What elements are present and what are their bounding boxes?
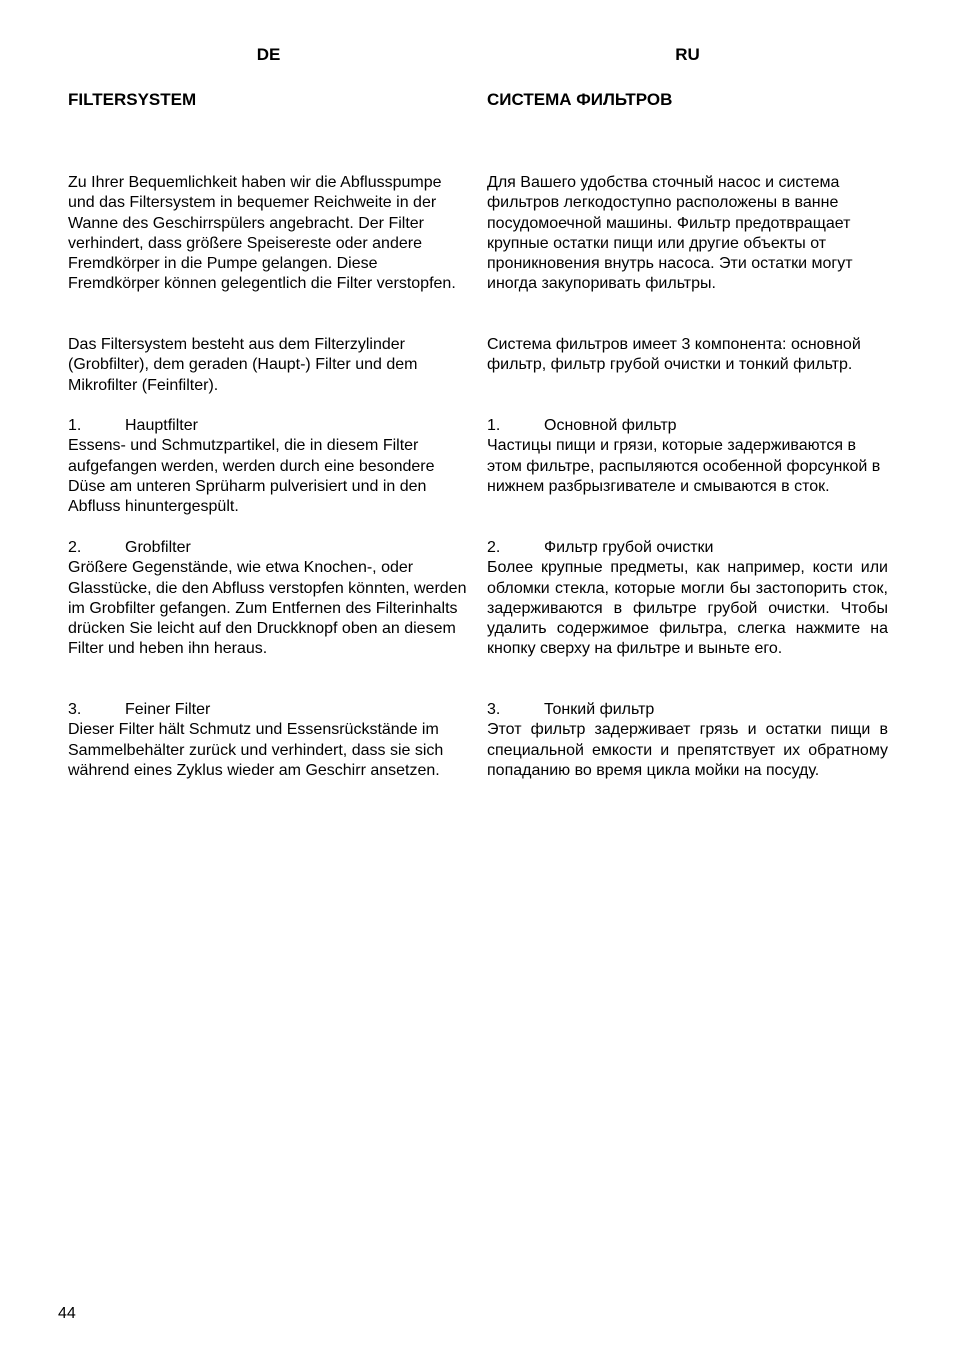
filter-item-text: Dieser Filter hält Schmutz und Essensrückstände im Sammelbehälter zurück und verhindert, dass sie sich während eines Zyklus wieder am Geschirr ansetzen.	[68, 721, 444, 779]
components-text-ru: Система фильтров имеет 3 компонента: основной фильтр, фильтр грубой очистки и тонкий фильтр.	[487, 336, 861, 374]
components-paragraph-ru	[487, 335, 888, 376]
filter-item-title: Feiner Filter	[125, 701, 211, 718]
page-number: 44	[58, 1305, 76, 1322]
intro-paragraph-ru	[487, 173, 888, 295]
filter-item-text: Более крупные предметы, как например, кости или обломки стекла, которые могли бы застопорить сток, задерживаются в фильтре грубой очистки. Чтобы удалить содержимое фильтра, слегка нажмите на кнопку сверху на фильтре и выньте его.	[487, 559, 888, 658]
filter-item-de-1	[68, 416, 469, 517]
intro-text-ru: Для Вашего удобства сточный насос и система фильтров легкодоступно расположены в ванне посудомоечной машины. Фильтр предотвращает крупные остатки пищи или другие объекты от проникновения внутрь насоса. Эти остатки могут иногда закупоривать фильтры.	[487, 174, 853, 293]
language-label-de: DE	[256, 45, 281, 64]
filter-item-de-3	[68, 700, 469, 781]
intro-text-de: Zu Ihrer Bequemlichkeit haben wir die Abflusspumpe und das Filtersystem in bequemer Reichweite in der Wanne des Geschirrspülers angebracht. Der Filter verhindert, dass größere Speisereste oder andere Fremdkörper in die Pumpe gelangen. Diese Fremdkörper können gelegentlich die Filter verstopfen.	[68, 174, 456, 293]
filter-item-number: 2.	[68, 539, 82, 556]
filter-item-text: Größere Gegenstände, wie etwa Knochen-, oder Glasstücke, die den Abfluss verstopfen könnten, werden im Grobfilter gefangen. Zum Entfernen des Filterinhalts drücken Sie leicht auf den Druckknopf oben an diesem Filter und heben ihn heraus.	[68, 559, 467, 658]
filter-item-heading	[68, 700, 469, 720]
filter-item-heading	[487, 416, 888, 436]
filter-item-title: Hauptfilter	[125, 417, 198, 434]
filter-item-ru-1	[487, 416, 888, 497]
language-label-ru: RU	[675, 45, 700, 64]
components-paragraph-de	[68, 335, 469, 396]
filter-item-number: 1.	[487, 417, 501, 434]
filter-item-number: 2.	[487, 539, 501, 556]
filter-item-heading	[487, 538, 888, 558]
filter-item-title: Основной фильтр	[544, 417, 677, 434]
filter-item-title: Фильтр грубой очистки	[544, 539, 714, 556]
filter-item-text: Essens- und Schmutzpartikel, die in diesem Filter aufgefangen werden, werden durch eine besondere Düse am unteren Sprüharm pulverisiert und in den Abfluss hinuntergespült.	[68, 437, 435, 516]
filter-item-text: Этот фильтр задерживает грязь и остатки пищи в специальной емкости и препятствует их обратному попаданию во время цикла мойки на посуду.	[487, 721, 888, 779]
intro-paragraph-de	[68, 173, 469, 295]
filter-item-number: 3.	[487, 701, 501, 718]
filter-item-heading	[68, 538, 469, 558]
filter-item-title: Тонкий фильтр	[544, 701, 655, 718]
filter-item-text: Частицы пищи и грязи, которые задерживаются в этом фильтре, распыляются особенной форсункой в нижнем разбрызгивателе и смываются в сток.	[487, 437, 881, 495]
filter-item-de-2	[68, 538, 469, 660]
components-text-de: Das Filtersystem besteht aus dem Filterzylinder (Grobfilter), dem geraden (Haupt-) Filter und dem Mikrofilter (Feinfilter).	[68, 336, 418, 394]
filter-item-number: 1.	[68, 417, 82, 434]
section-title-ru: СИСТЕМА ФИЛЬТРОВ	[487, 90, 673, 109]
filter-item-heading	[487, 700, 888, 720]
filter-item-number: 3.	[68, 701, 82, 718]
filter-item-ru-2	[487, 538, 888, 660]
filter-item-ru-3	[487, 700, 888, 781]
filter-item-heading	[68, 416, 469, 436]
filter-item-title: Grobfilter	[125, 539, 191, 556]
section-title-de: FILTERSYSTEM	[68, 90, 197, 109]
